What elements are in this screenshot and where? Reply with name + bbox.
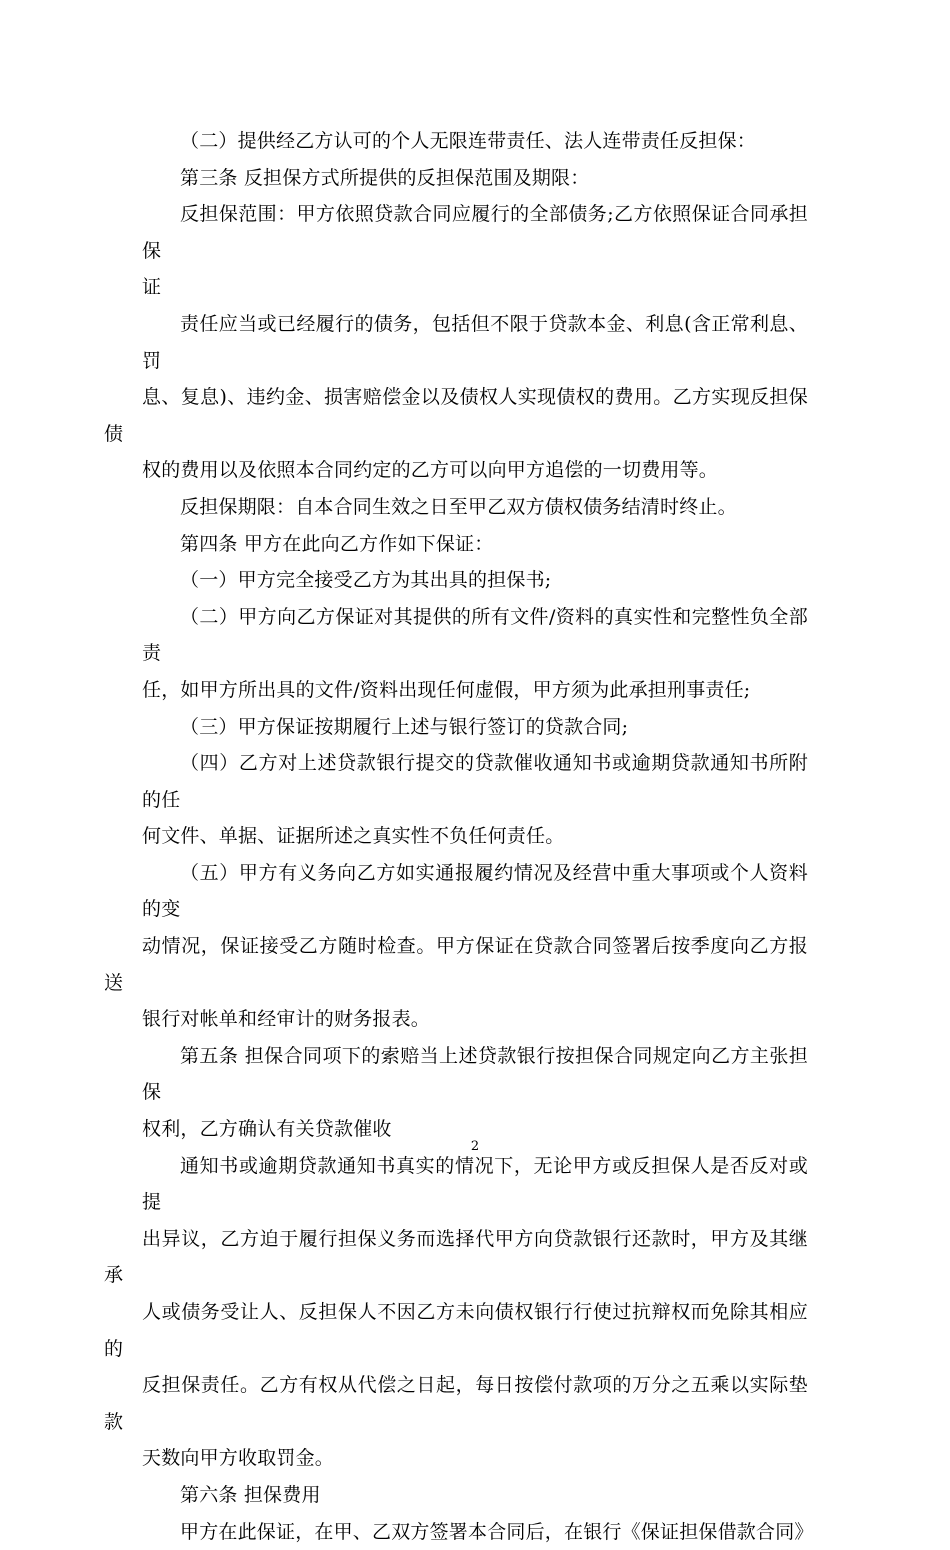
text-line: 责任应当或已经履行的债务，包括但不限于贷款本金、利息(含正常利息、罚 [142,312,808,372]
text-line: 反担保范围：甲方依照贷款合同应履行的全部债务;乙方依照保证合同承担保 [142,203,808,262]
article-heading [142,160,808,197]
text-line: 权的费用以及依照本合同约定的乙方可以向甲方追偿的一切费用等。 [142,459,719,482]
article-heading [142,1477,808,1514]
article-heading [142,1038,808,1148]
paragraph [142,709,808,746]
paragraph [142,196,808,306]
text-line: 反担保期限：自本合同生效之日至甲乙双方债权债务结清时终止。 [180,495,737,518]
text-line: 任，如甲方所出具的文件/资料出现任何虚假，甲方须为此承担刑事责任; [142,678,751,701]
text-line: （四）乙方对上述贷款银行提交的贷款催收通知书或逾期贷款通知书所附的任 [142,752,808,811]
paragraph [142,745,808,855]
paragraph [104,1148,808,1477]
text-line: 证 [142,276,162,299]
paragraph [104,855,808,1038]
text-line: 动情况，保证接受乙方随时检查。甲方保证在贷款合同签署后按季度向乙方报送 [104,935,808,994]
page-number: 2 [470,1139,480,1154]
text-line: 天数向甲方收取罚金。 [142,1447,335,1470]
text-line: 权利，乙方确认有关贷款催收 [142,1118,392,1141]
text-line: 第四条 甲方在此向乙方作如下保证： [180,532,494,555]
paragraph [142,599,808,709]
text-line: （五）甲方有义务向乙方如实通报履约情况及经营中重大事项或个人资料的变 [142,861,808,921]
text-line: 人或债务受让人、反担保人不因乙方未向债权银行行使过抗辩权而免除其相应的 [104,1301,808,1360]
text-line: 息、复息)、违约金、损害赔偿金以及债权人实现债权的费用。乙方实现反担保债 [104,386,808,445]
text-line: （二）提供经乙方认可的个人无限连带责任、法人连带责任反担保： [180,130,757,152]
text-line: 第五条 担保合同项下的索赔当上述贷款银行按担保合同规定向乙方主张担保 [142,1044,808,1104]
text-line: 何文件、单据、证据所述之真实性不负任何责任。 [142,825,565,848]
text-line: 第三条 反担保方式所提供的反担保范围及期限： [180,166,590,189]
article-heading [142,526,808,563]
text-line: 反担保责任。乙方有权从代偿之日起，每日按偿付款项的万分之五乘以实际垫款 [104,1374,808,1433]
text-line: 甲方在此保证，在甲、乙双方签署本合同后，在银行《保证担保借款合同》 [180,1520,814,1543]
paragraph [142,1514,814,1550]
text-line: （三）甲方保证按期履行上述与银行签订的贷款合同; [180,715,629,738]
text-line: 通知书或逾期贷款通知书真实的情况下，无论甲方或反担保人是否反对或提 [142,1154,808,1214]
text-line: （二）甲方向乙方保证对其提供的所有文件/资料的真实性和完整性负全部责 [142,605,808,665]
paragraph [142,489,808,526]
text-line: 出异议，乙方迫于履行担保义务而选择代甲方向贷款银行还款时，甲方及其继承 [104,1227,808,1287]
paragraph [142,562,808,599]
text-line: 银行对帐单和经审计的财务报表。 [142,1008,431,1031]
text-line: （一）甲方完全接受乙方为其出具的担保书; [180,569,552,592]
text-line: 第六条 担保费用 [180,1483,321,1506]
document-body [104,123,814,1550]
paragraph [104,306,808,489]
paragraph [142,123,808,160]
